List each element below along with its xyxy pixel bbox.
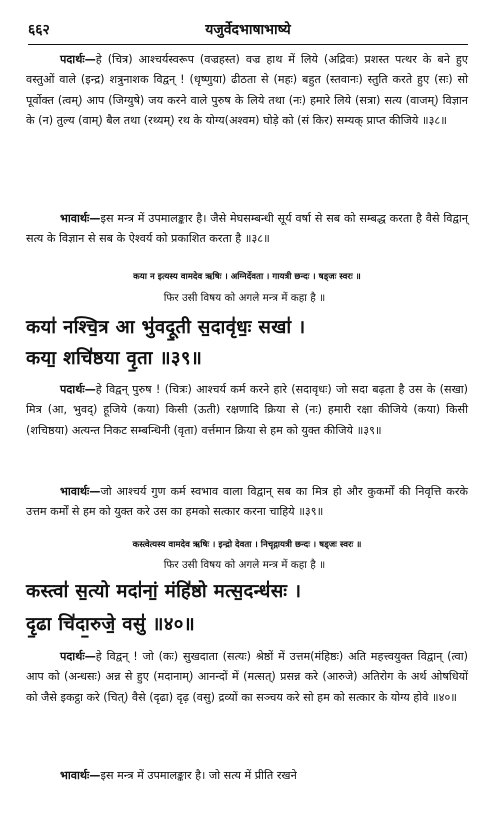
mantra-39-intro: फिर उसी विषय को अगले मन्त्र में कहा है ॥ — [163, 292, 326, 304]
padartha-label: पदार्थः— — [60, 383, 96, 396]
mantra-40-meta: कस्त्वेत्यस्य वामदेव ऋषिः । इन्द्रो देवता । निचृद्गायत्री छन्दः । षड्जः स्वरः ॥ — [132, 540, 362, 550]
mantra-40-intro: फिर उसी विषय को अगले मन्त्र में कहा है ॥ — [163, 559, 326, 571]
bhavartha-label: भावार्थः— — [60, 212, 101, 225]
bhavartha-label: भावार्थः— — [60, 485, 101, 498]
padartha-38-paragraph — [26, 50, 468, 132]
mantra-40-verse-line2: दृ॒ढा चि॑दा॒रुजे॒ वसु॑ ॥४०॥ — [26, 614, 195, 635]
mantra-39-verse-line2: कया॒ शचि॑ष्ठया वृ॒ता ॥३९॥ — [26, 348, 203, 369]
padartha-text: हे (चित्र) आश्चर्यस्वरूप (वज्रहस्त) वज्र हाथ में लिये (अद्रिवः) प्रशस्त पत्थर के बने हुए वस्तुओं वाले (इन्द्र) शत्रुनाशक विद्वन् ! (धृष्णुया) ढीठता से (महः) बहुत (स्तवानः) स्तुति करते हुए (सः) सो पूर्वोक्त (त्वम्) आप (जिग्युषे) जय करने वाले पुरुष के लिये तथा (नः) हमारे लिये (सत्रा) सत्य (वाजम्) विज्ञान के (न) तुल्य (वाम्) बैल तथा (रथ्यम्) रथ के योग्य(अश्वम) घोड़े को (सं किर) सम्यक् प्राप्त कीजिये ॥३८॥ — [26, 53, 468, 128]
bhavartha-39-paragraph — [26, 482, 468, 523]
padartha-text: हे विद्वन् पुरुष ! (चित्रः) आश्चर्य कर्म करने हारे (सदावृधः) जो सदा बढ़ता है उस के (सखा) मित्र (आ, भुवद्) हूजिये (कया) किसी (ऊती) रक्षणादि क्रिया से (नः) हमारी रक्षा कीजिये (कया) किसी (शचिष्ठया) अत्यन्त निकट सम्बन्धिनी (वृता) वर्त्तमान क्रिया से हम को युक्त कीजिये ॥३९॥ — [26, 383, 468, 437]
bhavartha-40-paragraph — [26, 766, 468, 786]
padartha-39-paragraph — [26, 380, 468, 441]
padartha-text: हे विद्वन् ! जो (कः) सुखदाता (सत्यः) श्रेष्ठों में उत्तम(मंहिष्ठः) अति महत्त्वयुक्त विद्वान् (त्वा) आप को (अन्धसः) अन्न से हुए (मदानाम्) आनन्दों में (मत्सत्) प्रसन्न करे (आरुजे) अतिरोग के अर्थ ओषधियों को जैसे इकट्ठा करे (चित्) वैसे (दृढा) दृढ़ (वसु) द्रव्यों का सञ्चय करे सो हम को सत्कार के योग्य होवे ॥४०॥ — [26, 650, 468, 704]
padartha-40-paragraph — [26, 647, 468, 708]
bhavartha-label: भावार्थः— — [60, 769, 101, 782]
page-number: ६६२ — [28, 22, 50, 38]
padartha-label: पदार्थः— — [60, 650, 96, 663]
bhavartha-text: इस मन्त्र में उपमालङ्कार है। जैसे मेघसम्बन्धी सूर्य वर्षा से सब को सम्बद्ध करता है वैसे विद्वान् सत्य के विज्ञान से सब के ऐश्वर्य को प्रकाशित करता है ॥३८॥ — [26, 212, 468, 246]
mantra-39-verse-line1: कया॑ नश्चि॒त्र आ भु॑वदू॒ती स॒दावृ॑धः॒ सखा॑ । — [26, 317, 306, 338]
bhavartha-text: इस मन्त्र में उपमालङ्कार है। जो सत्य में प्रीति रखने — [100, 769, 297, 782]
bhavartha-text: जो आश्चर्य गुण कर्म स्वभाव वाला विद्वान् सब का मित्र हो और कुकर्मों की निवृत्ति करके उत्तम कर्मों से हम को युक्त करे उस का हमको सत्कार करना चाहिये ॥३९॥ — [26, 485, 468, 519]
page-header — [28, 18, 468, 45]
mantra-39-meta: कया न इत्यस्य वामदेव ऋषिः । अग्निर्देवता । गायत्री छन्दः । षड्जः स्वरः ॥ — [133, 272, 361, 282]
padartha-label: पदार्थः— — [60, 53, 96, 66]
mantra-40-verse-line1: कस्त्वा॑ स॒त्यो मदा॑नां॒ मंहि॑ष्ठो मत्स॒दन्ध॑सः । — [26, 581, 302, 602]
bhavartha-38-paragraph — [26, 209, 468, 250]
running-title: यजुर्वेदभाषाभाष्ये — [205, 22, 291, 38]
